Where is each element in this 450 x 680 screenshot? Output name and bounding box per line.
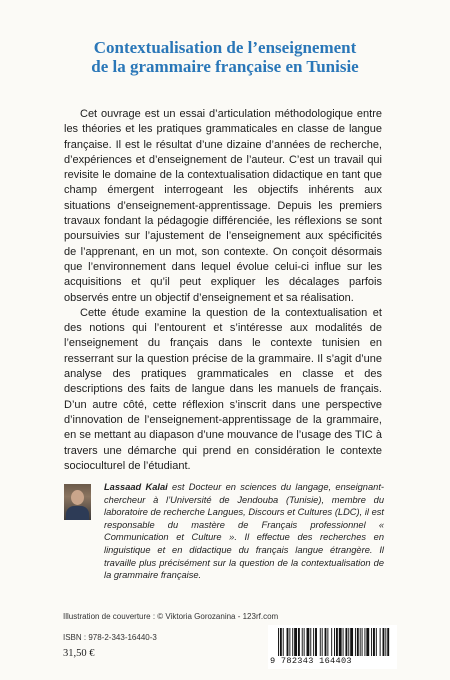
author-bio [104, 481, 384, 582]
barcode-bars [278, 628, 392, 656]
barcode-digits: 9 782343 164403 [270, 656, 352, 666]
barcode [268, 625, 397, 669]
isbn: ISBN : 978-2-343-16440-3 [63, 633, 157, 642]
author-photo [64, 484, 91, 520]
back-cover-summary [64, 107, 382, 474]
summary-paragraph-1: Cet ouvrage est un essai d’articulation méthodologique entre les théories et les pratiques grammaticales en classe de langue française. Il est le résultat d’une dizaine d’années de recherche, d’expériences et d’enseignement de l’auteur. C’est un travail qui revisite le domaine de la contextualisation didactique en tant que champ émergent interrogeant les objectifs inhérents aux situations d’enseignement-apprentissage. Depuis les premiers travaux fondant la pédagogie différenciée, les réflexions se sont poursuivies sur l’ajustement de l’enseignement aux spécificités de l’apprenant, en un mot, son contexte. On conçoit désormais que l’environnement dans lequel évolue celui-ci influe sur les acquisitions et qu’il peut expliquer les décalages parfois observés entre un objectif d’enseignement et sa réalisation. [64, 108, 382, 304]
cover-illustration-credit: Illustration de couverture : © Viktoria Gorozanina - 123rf.com [63, 612, 279, 621]
book-title-line-2: de la grammaire française en Tunisie [91, 57, 359, 76]
book-title [0, 38, 450, 76]
author-bio-text: est Docteur en sciences du langage, enseignant-chercheur à l’Université de Jendouba (Tunisie), membre du laboratoire de recherche Langues, Discours et Cultures (LDC), il est responsable du mastère de Français professionnel « Communication et Culture ». Il effectue des recherches en linguistique et en didactique du français langue étrangère. Il travaille plus précisément sur la question de la contextualisation de la grammaire française. [104, 482, 384, 581]
book-title-line-1: Contextualisation de l’enseignement [93, 38, 357, 57]
summary-paragraph-2: Cette étude examine la question de la contextualisation et des notions qui l’entourent et s’intéresse aux modalités de l’enseignement du français dans le contexte tunisien en resserrant sur la question précise de la grammaire. Il s’agit d’une analyse des pratiques grammaticales en classe et des descriptions des faits de langue dans les manuels de français. D’un autre côté, cette réflexion s’inscrit dans une perspective d’innovation de l’enseignement-apprentissage de la grammaire, en se mettant au diapason d’une mouvance de l’usage des TIC à travers une démarche qui prend en considération le contexte socioculturel de l’étudiant. [64, 306, 382, 472]
author-photo-head [71, 490, 84, 505]
author-photo-shirt [66, 506, 89, 520]
price: 31,50 € [63, 648, 95, 659]
author-name: Lassaad Kalai [104, 482, 168, 492]
